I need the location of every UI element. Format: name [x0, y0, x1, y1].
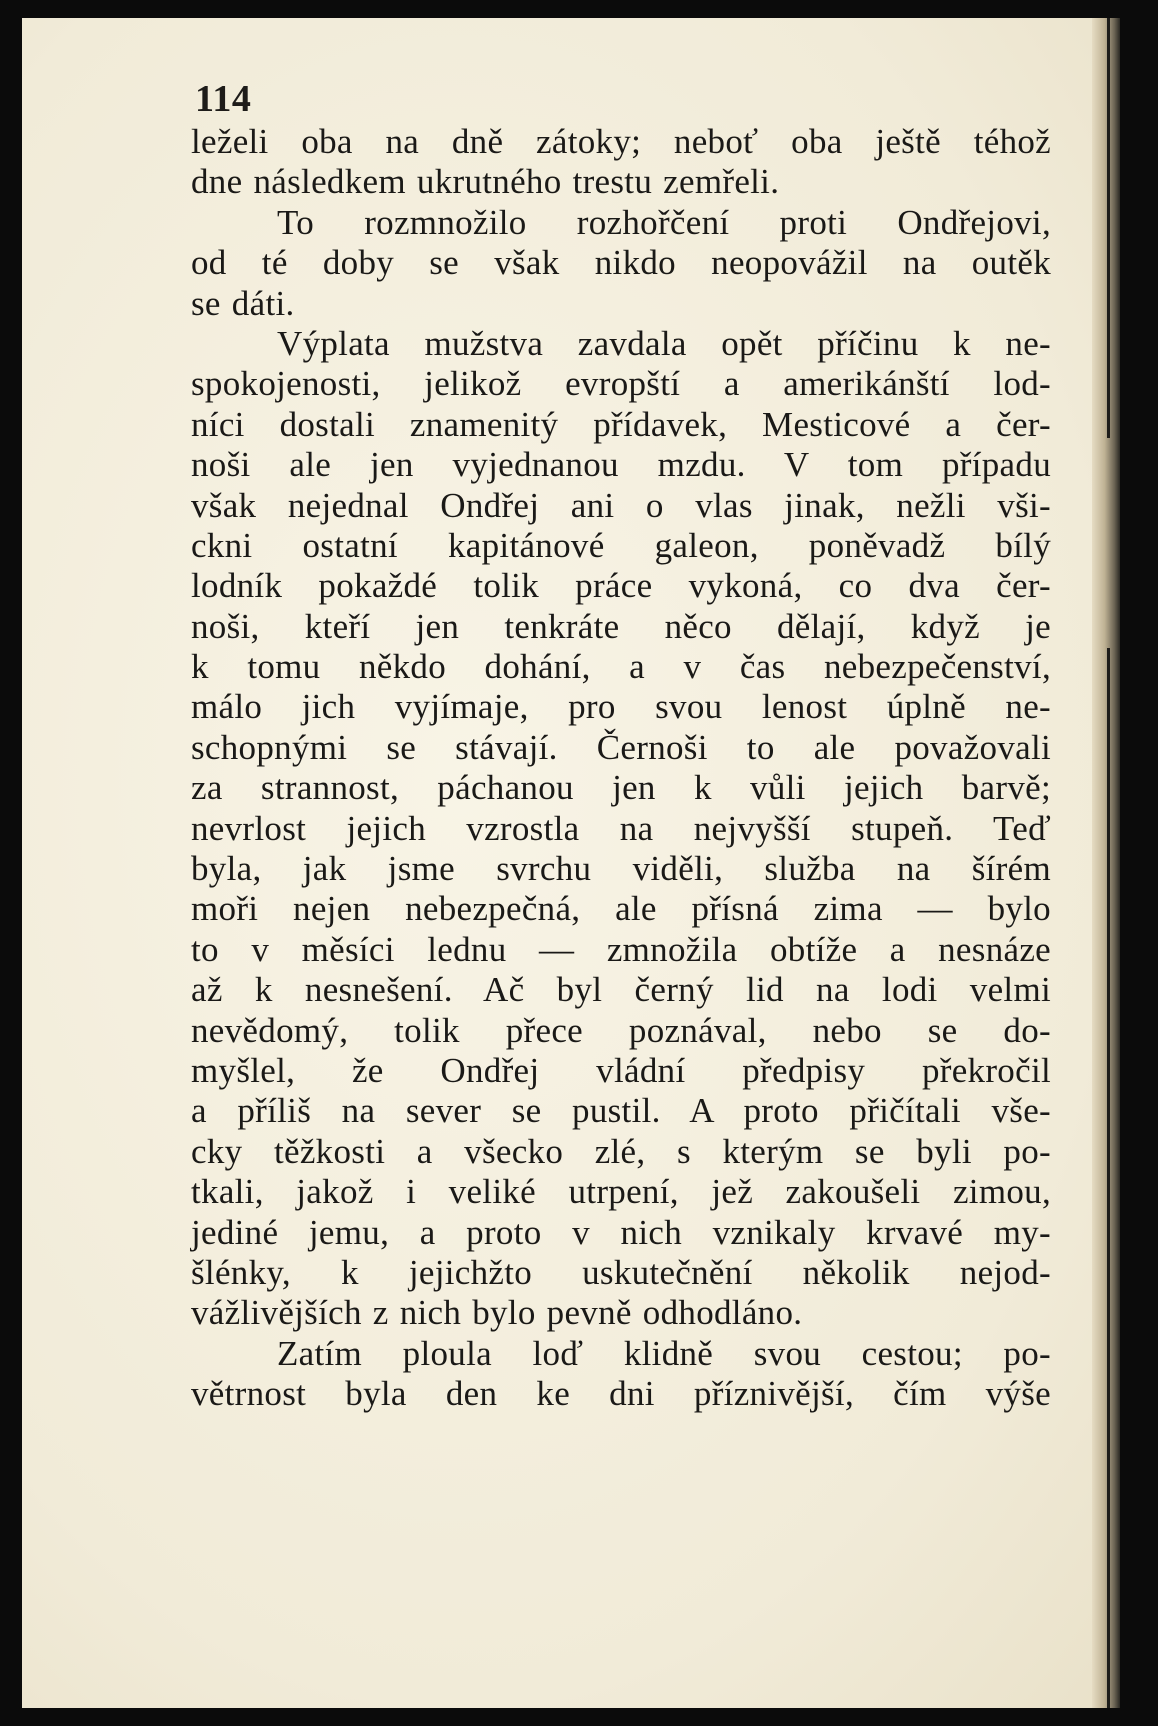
text-line: dne následkem ukrutného trestu zemřeli. — [191, 162, 780, 202]
text-line: cky těžkosti a všecko zlé, s kterým se byli po- — [191, 1131, 1051, 1171]
text-line: Zatím ploula loď klidně svou cestou; po- — [277, 1333, 1051, 1373]
text-line: za strannost, páchanou jen k vůli jejich barvě; — [191, 768, 1051, 808]
page-gutter-shadow — [1092, 18, 1120, 1708]
text-line: větrnost byla den ke dni příznivější, čím výše — [191, 1374, 1051, 1414]
page-number: 114 — [195, 78, 252, 120]
text-line: spokojenosti, jelikož evropští a amerikánští lod- — [191, 364, 1051, 404]
text-line: Výplata mužstva zavdala opět příčinu k ne- — [277, 323, 1051, 363]
text-line: To rozmnožilo rozhořčení proti Ondřejovi, — [277, 202, 1051, 242]
text-line: to v měsíci lednu — zmnožila obtíže a nesnáze — [191, 929, 1051, 969]
text-line: lodník pokaždé tolik práce vykoná, co dva čer- — [191, 566, 1051, 606]
text-line: a příliš na sever se pustil. A proto přičítali vše- — [191, 1091, 1051, 1131]
text-line: však nejednal Ondřej ani o vlas jinak, nežli vši- — [191, 485, 1051, 525]
text-line: se dáti. — [191, 283, 295, 323]
text-line: schopnými se stávají. Černoši to ale považovali — [191, 727, 1051, 767]
text-line: vážlivějších z nich bylo pevně odhodláno. — [191, 1293, 803, 1333]
text-line: noši ale jen vyjednanou mzdu. V tom případu — [191, 445, 1051, 485]
text-line: nevrlost jejich vzrostla na nejvyšší stupeň. Teď — [191, 808, 1051, 848]
text-line: šlénky, k jejichžto uskutečnění několik nejod- — [191, 1252, 1051, 1292]
text-line: tkali, jakož i veliké utrpení, jež zakoušeli zimou, — [191, 1172, 1051, 1212]
text-line: od té doby se však nikdo neopovážil na outěk — [191, 243, 1051, 283]
text-line: ckni ostatní kapitánové galeon, poněvadž bílý — [191, 525, 1051, 565]
book-page — [22, 18, 1120, 1708]
text-line: k tomu někdo dohání, a v čas nebezpečenství, — [191, 647, 1051, 687]
text-line: leželi oba na dně zátoky; neboť oba ještě téhož — [191, 122, 1051, 161]
text-line: nevědomý, tolik přece poznával, nebo se do- — [191, 1010, 1051, 1050]
text-line: moři nejen nebezpečná, ale přísná zima — bylo — [191, 889, 1051, 929]
text-line: málo jich vyjímaje, pro svou lenost úplně ne- — [191, 687, 1051, 727]
page-text-block — [191, 76, 1051, 1415]
text-line: až k nesnešení. Ač byl černý lid na lodi velmi — [191, 970, 1051, 1010]
text-line: noši, kteří jen tenkráte něco dělají, když je — [191, 606, 1051, 646]
text-lines — [191, 122, 1051, 1415]
binding-edge — [1107, 18, 1110, 438]
text-line: níci dostali znamenitý přídavek, Mesticové a čer- — [191, 404, 1051, 444]
text-line: myšlel, že Ondřej vládní předpisy překročil — [191, 1050, 1051, 1090]
binding-edge — [1107, 648, 1110, 1708]
text-line: jediné jemu, a proto v nich vznikaly krvavé my- — [191, 1212, 1051, 1252]
text-line: byla, jak jsme svrchu viděli, služba na šírém — [191, 849, 1051, 889]
